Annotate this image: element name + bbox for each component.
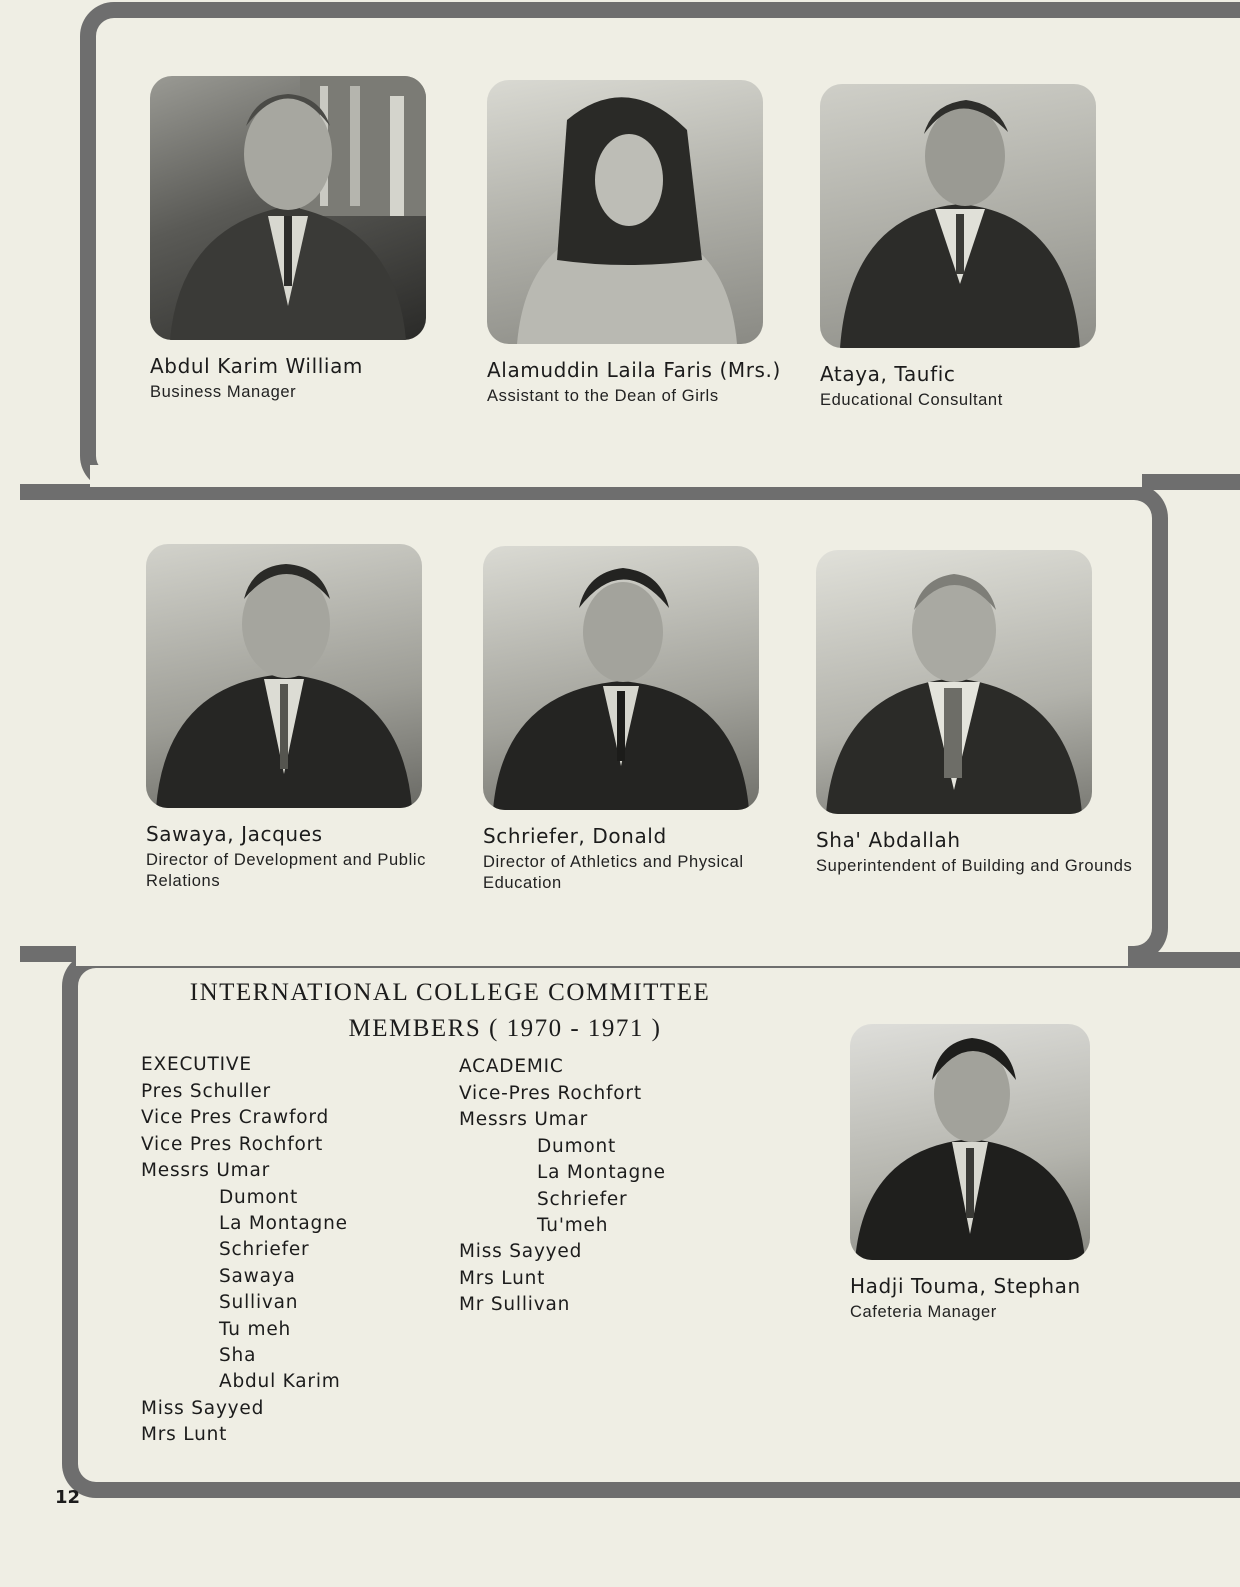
committee-member: Dumont: [219, 1186, 299, 1208]
staff-name: Alamuddin Laila Faris (Mrs.): [487, 358, 781, 382]
committee-member: Pres Schuller: [141, 1081, 271, 1102]
committee-member: Tu'meh: [537, 1214, 609, 1236]
executive-heading: EXECUTIVE: [141, 1054, 252, 1075]
committee-member: Messrs Umar: [459, 1109, 589, 1131]
staff-name: Abdul Karim William: [150, 354, 364, 378]
staff-name: Ataya, Taufic: [820, 362, 956, 386]
page-number: 12: [55, 1487, 81, 1508]
staff-name: Hadji Touma, Stephan: [850, 1274, 1081, 1298]
committee-member: Miss Sayyed: [459, 1241, 583, 1263]
committee-member: Vice-Pres Rochfort: [459, 1083, 642, 1104]
staff-title: Educational Consultant: [820, 391, 1003, 409]
committee-heading: [110, 975, 790, 1047]
staff-card: [816, 550, 1146, 877]
committee-member: Sha: [219, 1344, 257, 1366]
portrait-photo: [487, 80, 763, 344]
portrait-photo: [146, 544, 422, 808]
committee-member: Mrs Lunt: [459, 1267, 546, 1289]
committee-member: Abdul Karim: [219, 1371, 341, 1393]
committee-member: Vice Pres Rochfort: [141, 1133, 324, 1155]
committee-member: Miss Sayyed: [141, 1397, 265, 1419]
staff-title: Cafeteria Manager: [850, 1303, 997, 1321]
staff-title: Superintendent of Building and Grounds: [816, 857, 1133, 875]
staff-name: Sawaya, Jacques: [146, 822, 323, 846]
staff-title: Director of Athletics and Physical Education: [483, 853, 744, 892]
committee-title-line1: INTERNATIONAL COLLEGE COMMITTEE: [189, 979, 711, 1006]
portrait-photo: [483, 546, 759, 810]
portrait-photo: [816, 550, 1092, 814]
staff-name: Sha' Abdallah: [816, 828, 961, 852]
staff-title: Assistant to the Dean of Girls: [487, 387, 719, 405]
committee-member: Sawaya: [219, 1265, 296, 1287]
staff-title: Business Manager: [150, 383, 297, 401]
staff-name: Schriefer, Donald: [483, 824, 667, 848]
committee-member: Mr Sullivan: [459, 1294, 571, 1316]
staff-card: [850, 1024, 1180, 1323]
committee-member: Schriefer: [537, 1188, 628, 1210]
academic-heading: ACADEMIC: [459, 1056, 564, 1077]
committee-member: Sullivan: [219, 1292, 299, 1314]
committee-member: Tu meh: [219, 1318, 292, 1340]
staff-card: [820, 84, 1150, 411]
portrait-photo: [150, 76, 426, 340]
committee-member: Vice Pres Crawford: [141, 1107, 329, 1129]
executive-list: [141, 1054, 348, 1448]
committee-member: Dumont: [537, 1135, 617, 1157]
committee-member: La Montagne: [219, 1212, 348, 1234]
staff-title: Director of Development and Public Relations: [146, 851, 426, 890]
staff-card: [487, 80, 817, 407]
portrait-photo: [820, 84, 1096, 348]
committee-member: Messrs Umar: [141, 1160, 271, 1182]
staff-card: [146, 544, 476, 892]
committee-member: Mrs Lunt: [141, 1424, 228, 1446]
portrait-photo: [850, 1024, 1090, 1260]
committee-title-line2: MEMBERS ( 1970 - 1971 ): [348, 1015, 662, 1042]
staff-card: [483, 546, 813, 894]
committee-member: Schriefer: [219, 1239, 310, 1261]
committee-member: La Montagne: [537, 1162, 666, 1184]
staff-card: [150, 76, 480, 403]
academic-list: [459, 1056, 666, 1319]
